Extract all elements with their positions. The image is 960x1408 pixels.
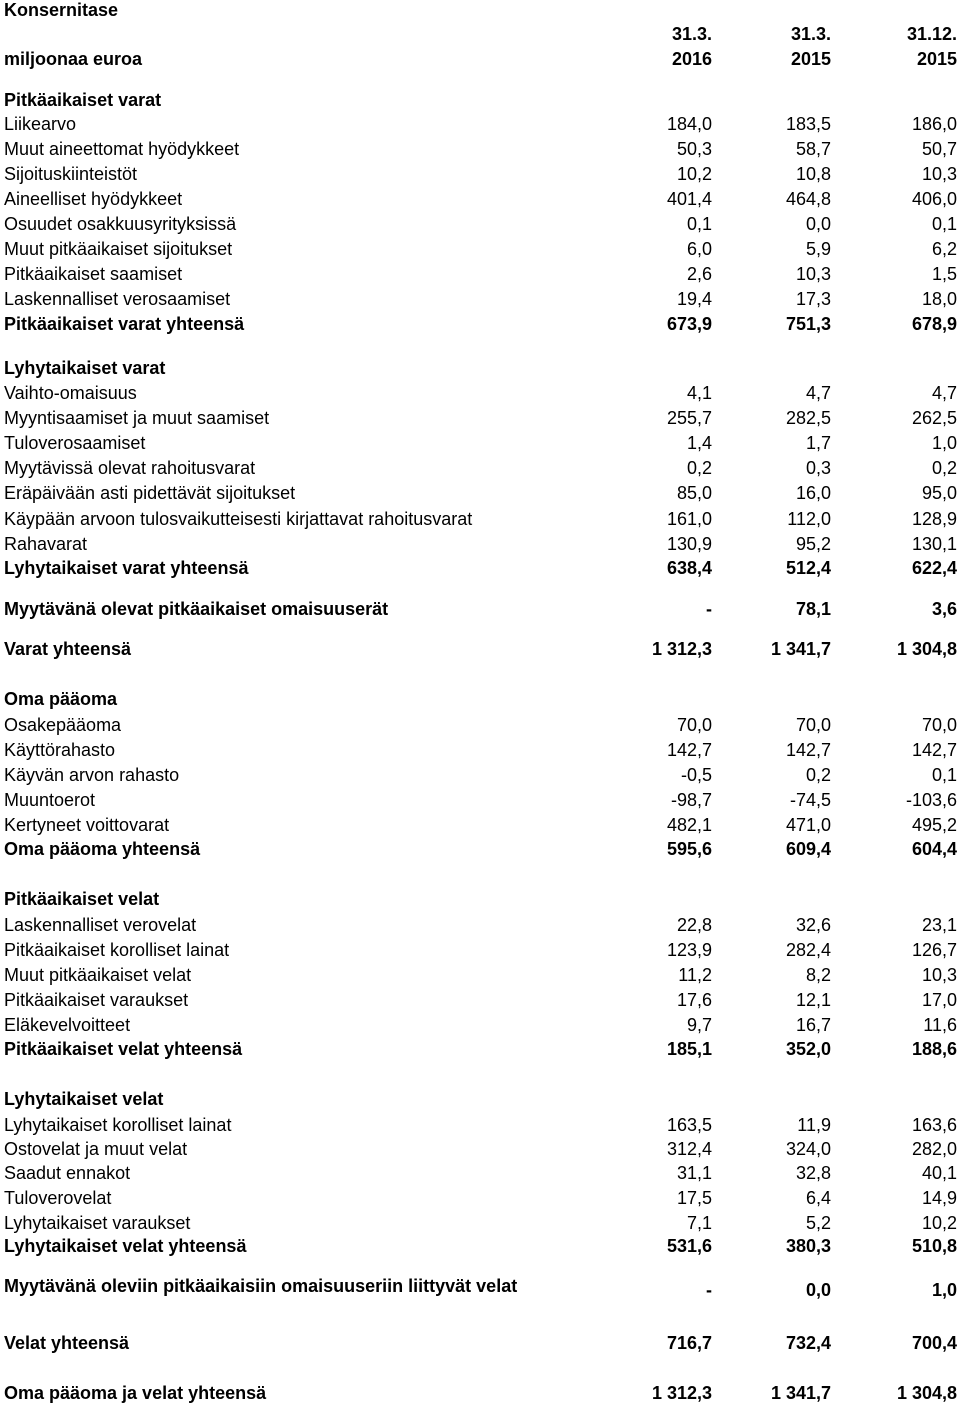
section-heading: Lyhytaikaiset velat [4, 1089, 164, 1109]
total-row: Pitkäaikaiset velat yhteensä 185,1 352,0 188,6 [4, 1039, 957, 1059]
table-row: Aineelliset hyödykkeet 401,4 464,8 406,0 [4, 189, 957, 209]
summary-row: Myytävänä olevat pitkäaikaiset omaisuuserät - 78,1 3,6 [4, 599, 957, 619]
unit-label: miljoonaa euroa [4, 49, 143, 69]
table-row: Käyttörahasto 142,7 142,7 142,7 [4, 740, 957, 760]
title-row [0, 0, 960, 22]
table-row: Lyhytaikaiset korolliset lainat 163,5 11,9 163,6 [4, 1115, 957, 1135]
summary-row: Varat yhteensä 1 312,3 1 341,7 1 304,8 [4, 639, 957, 659]
header-date: 31.3. [671, 24, 712, 44]
header-years-row [0, 47, 960, 71]
table-row: Osakepääoma 70,0 70,0 70,0 [4, 715, 957, 735]
table-row: Liikearvo 184,0 183,5 186,0 [4, 114, 957, 134]
total-row: Lyhytaikaiset varat yhteensä 638,4 512,4 622,4 [4, 558, 957, 578]
table-row: Muuntoerot -98,7 -74,5 -103,6 [4, 790, 957, 810]
page-title: Konsernitase [4, 0, 119, 20]
summary-row: Oma pääoma ja velat yhteensä 1 312,3 1 341,7 1 304,8 [4, 1383, 957, 1403]
table-row: Pitkäaikaiset saamiset 2,6 10,3 1,5 [4, 264, 957, 284]
table-row: Muut pitkäaikaiset sijoitukset 6,0 5,9 6,2 [4, 239, 957, 259]
summary-row: Velat yhteensä 716,7 732,4 700,4 [4, 1333, 957, 1353]
table-row: Myyntisaamiset ja muut saamiset 255,7 282,5 262,5 [4, 408, 957, 428]
table-row: Tuloverovelat 17,5 6,4 14,9 [4, 1188, 957, 1208]
total-row: Lyhytaikaiset velat yhteensä 531,6 380,3 510,8 [4, 1236, 957, 1256]
header-date: 31.3. [790, 24, 831, 44]
table-row: Eläkevelvoitteet 9,7 16,7 11,6 [4, 1015, 957, 1035]
header-year: 2016 [671, 49, 712, 69]
table-row: Ostovelat ja muut velat 312,4 324,0 282,0 [4, 1139, 957, 1159]
table-row: Lyhytaikaiset varaukset 7,1 5,2 10,2 [4, 1213, 957, 1233]
table-row: Myytävissä olevat rahoitusvarat 0,2 0,3 0,2 [4, 458, 957, 478]
table-row: Rahavarat 130,9 95,2 130,1 [4, 534, 957, 554]
header-year: 2015 [790, 49, 831, 69]
section-heading: Pitkäaikaiset velat [4, 889, 160, 909]
table-row: Käypään arvoon tulosvaikutteisesti kirjattavat rahoitusvarat 161,0 112,0 128,9 [4, 509, 957, 529]
table-row: Muut aineettomat hyödykkeet 50,3 58,7 50,7 [4, 139, 957, 159]
table-row: Pitkäaikaiset korolliset lainat 123,9 282,4 126,7 [4, 940, 957, 960]
table-row: Vaihto-omaisuus 4,1 4,7 4,7 [4, 383, 957, 403]
section-heading: Pitkäaikaiset varat [4, 90, 162, 110]
table-row: Tuloverosaamiset 1,4 1,7 1,0 [4, 433, 957, 453]
table-row: Saadut ennakot 31,1 32,8 40,1 [4, 1163, 957, 1183]
header-year: 2015 [916, 49, 957, 69]
table-row: Käyvän arvon rahasto -0,5 0,2 0,1 [4, 765, 957, 785]
section-heading: Lyhytaikaiset varat [4, 358, 166, 378]
summary-row: Myytävänä oleviin pitkäaikaisiin omaisuuseriin liittyvät velat - 0,0 1,0 [4, 1276, 957, 1300]
table-row: Sijoituskiinteistöt 10,2 10,8 10,3 [4, 164, 957, 184]
table-row: Kertyneet voittovarat 482,1 471,0 495,2 [4, 815, 957, 835]
total-row: Pitkäaikaiset varat yhteensä 673,9 751,3 678,9 [4, 314, 957, 334]
header-dates-row [0, 22, 960, 46]
header-date: 31.12. [906, 24, 957, 44]
table-row: Laskennalliset verovelat 22,8 32,6 23,1 [4, 915, 957, 935]
table-row: Osuudet osakkuusyrityksissä 0,1 0,0 0,1 [4, 214, 957, 234]
table-row: Eräpäivään asti pidettävät sijoitukset 85,0 16,0 95,0 [4, 483, 957, 503]
table-row: Pitkäaikaiset varaukset 17,6 12,1 17,0 [4, 990, 957, 1010]
total-row: Oma pääoma yhteensä 595,6 609,4 604,4 [4, 839, 957, 859]
table-row: Muut pitkäaikaiset velat 11,2 8,2 10,3 [4, 965, 957, 985]
section-heading: Oma pääoma [4, 689, 118, 709]
table-row: Laskennalliset verosaamiset 19,4 17,3 18,0 [4, 289, 957, 309]
